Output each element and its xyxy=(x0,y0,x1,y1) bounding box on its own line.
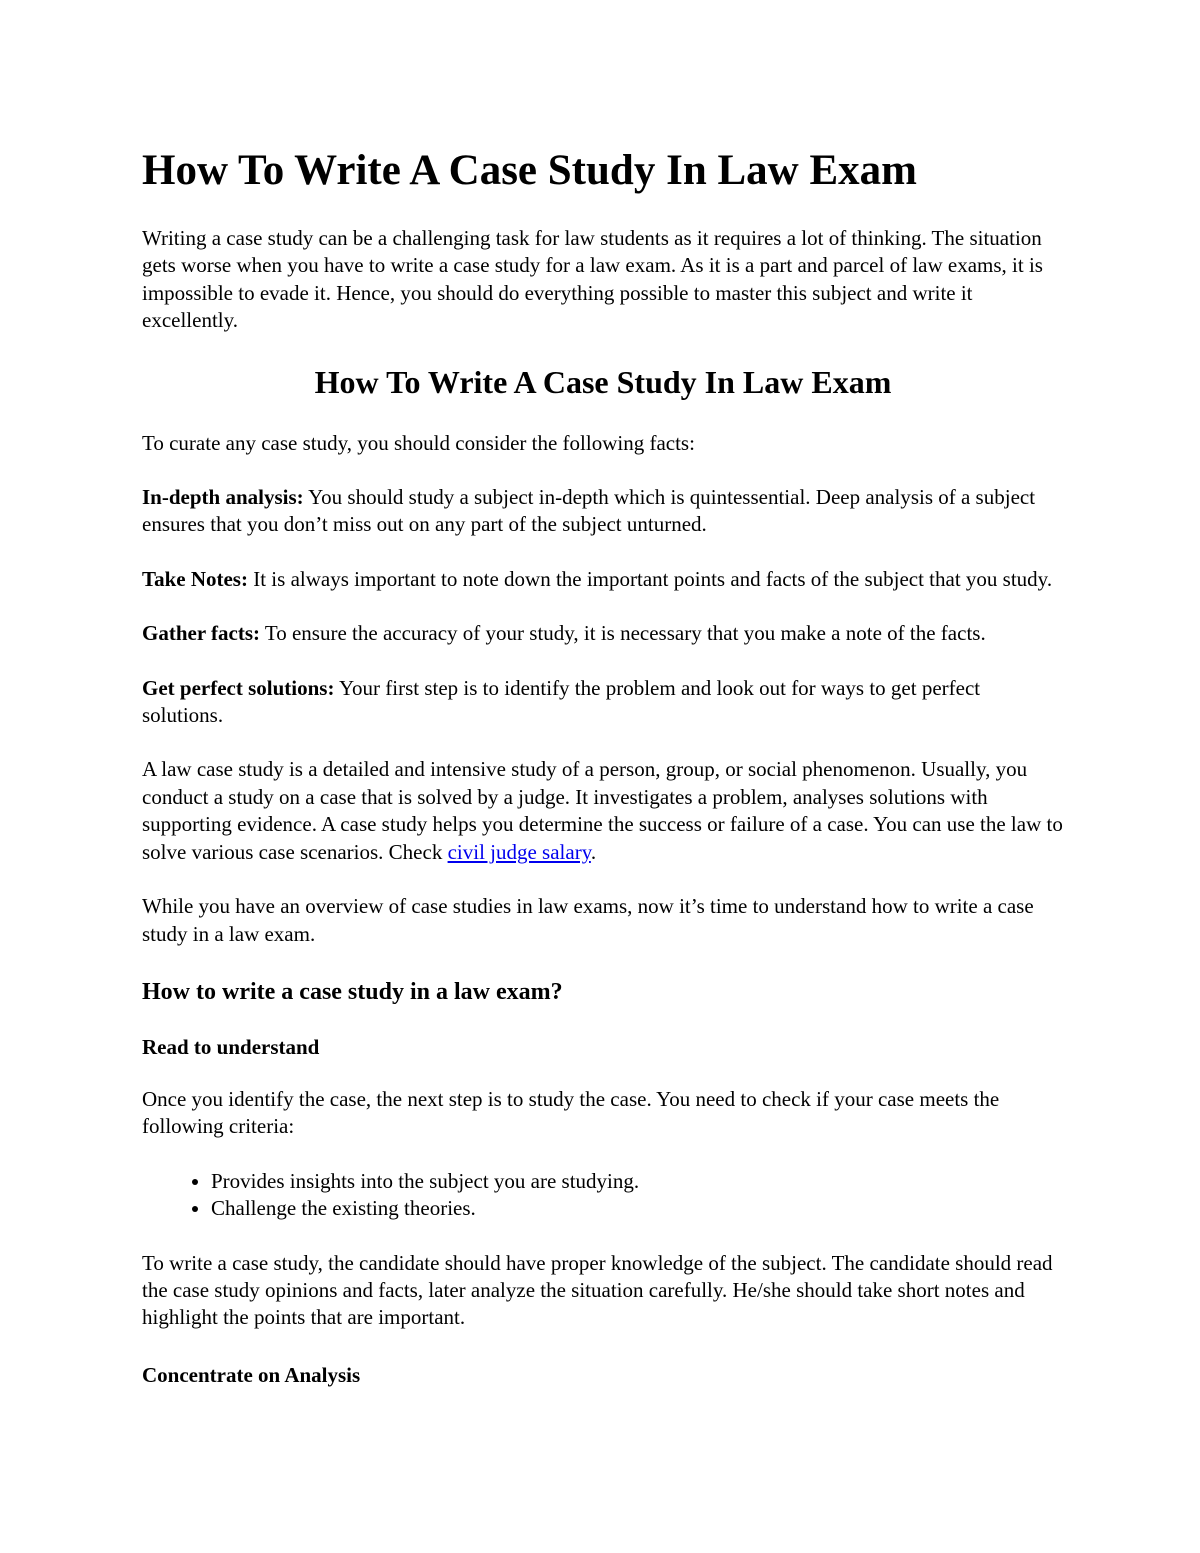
civil-judge-salary-link[interactable]: civil judge salary xyxy=(447,839,591,864)
law-case-end: . xyxy=(590,839,597,864)
document-page xyxy=(142,140,1064,1414)
fact-label: Get perfect solutions: xyxy=(142,675,335,700)
criteria-list xyxy=(142,1168,1064,1223)
fact-text: To ensure the accuracy of your study, it is necessary that you make a note of the facts. xyxy=(260,621,986,646)
write-paragraph: To write a case study, the candidate should have proper knowledge of the subject. The candidate should read the case study opinions and facts, later analyze the situation carefully. He/she should take short notes and highlight the points that are important. xyxy=(142,1250,1053,1330)
read-heading: Read to understand xyxy=(142,1034,320,1059)
fact-paragraph-in-depth xyxy=(142,484,1064,539)
fact-label: Take Notes: xyxy=(142,566,248,591)
section-title: How To Write A Case Study In Law Exam xyxy=(314,363,892,400)
page-title: How To Write A Case Study In Law Exam xyxy=(142,147,917,194)
fact-label: In-depth analysis: xyxy=(142,485,304,510)
law-case-paragraph xyxy=(142,756,1064,866)
read-paragraph: Once you identify the case, the next step is to study the case. You need to check if your case meets the following criteria: xyxy=(142,1086,1000,1139)
list-item: • Challenge the existing theories. xyxy=(211,1195,1064,1222)
list-item: • Provides insights into the subject you are studying. xyxy=(211,1168,1064,1195)
fact-label: Gather facts: xyxy=(142,621,260,646)
fact-paragraph-gather xyxy=(142,620,1064,647)
intro-paragraph: Writing a case study can be a challenging task for law students as it requires a lot of thinking. The situation gets worse when you have to write a case study for a law exam. As it is a part and parcel of law exams, it is impossible to evade it. Hence, you should do everything possible to master this subject and write it excellently. xyxy=(142,226,1043,333)
fact-paragraph-notes xyxy=(142,566,1064,593)
fact-text: It is always important to note down the important points and facts of the subject that you study. xyxy=(247,566,1053,591)
overview-paragraph: While you have an overview of case studies in law exams, now it’s time to understand how to write a case study in a law exam. xyxy=(142,894,1034,946)
how-to-heading: How to write a case study in a law exam? xyxy=(142,978,563,1005)
facts-intro-paragraph: To curate any case study, you should consider the following facts: xyxy=(142,430,695,455)
fact-text: Your first step is to identify the problem and look out for ways to get perfect solutions. xyxy=(142,675,981,728)
concentrate-heading: Concentrate on Analysis xyxy=(142,1362,361,1387)
fact-text: You should study a subject in-depth which is quintessential. Deep analysis of a subject ensures that you don’t miss out on any part of the subject unturned. xyxy=(142,485,1036,537)
fact-paragraph-solutions xyxy=(142,675,1064,730)
law-case-text: A law case study is a detailed and intensive study of a person, group, or social phenomenon. Usually, you conduct a study on a case that is solved by a judge. It investigates a problem, analyses solutions with supporting evidence. A case study helps you determine the success or failure of a case. You can use the law to solve various case scenarios. Check xyxy=(142,757,1063,864)
